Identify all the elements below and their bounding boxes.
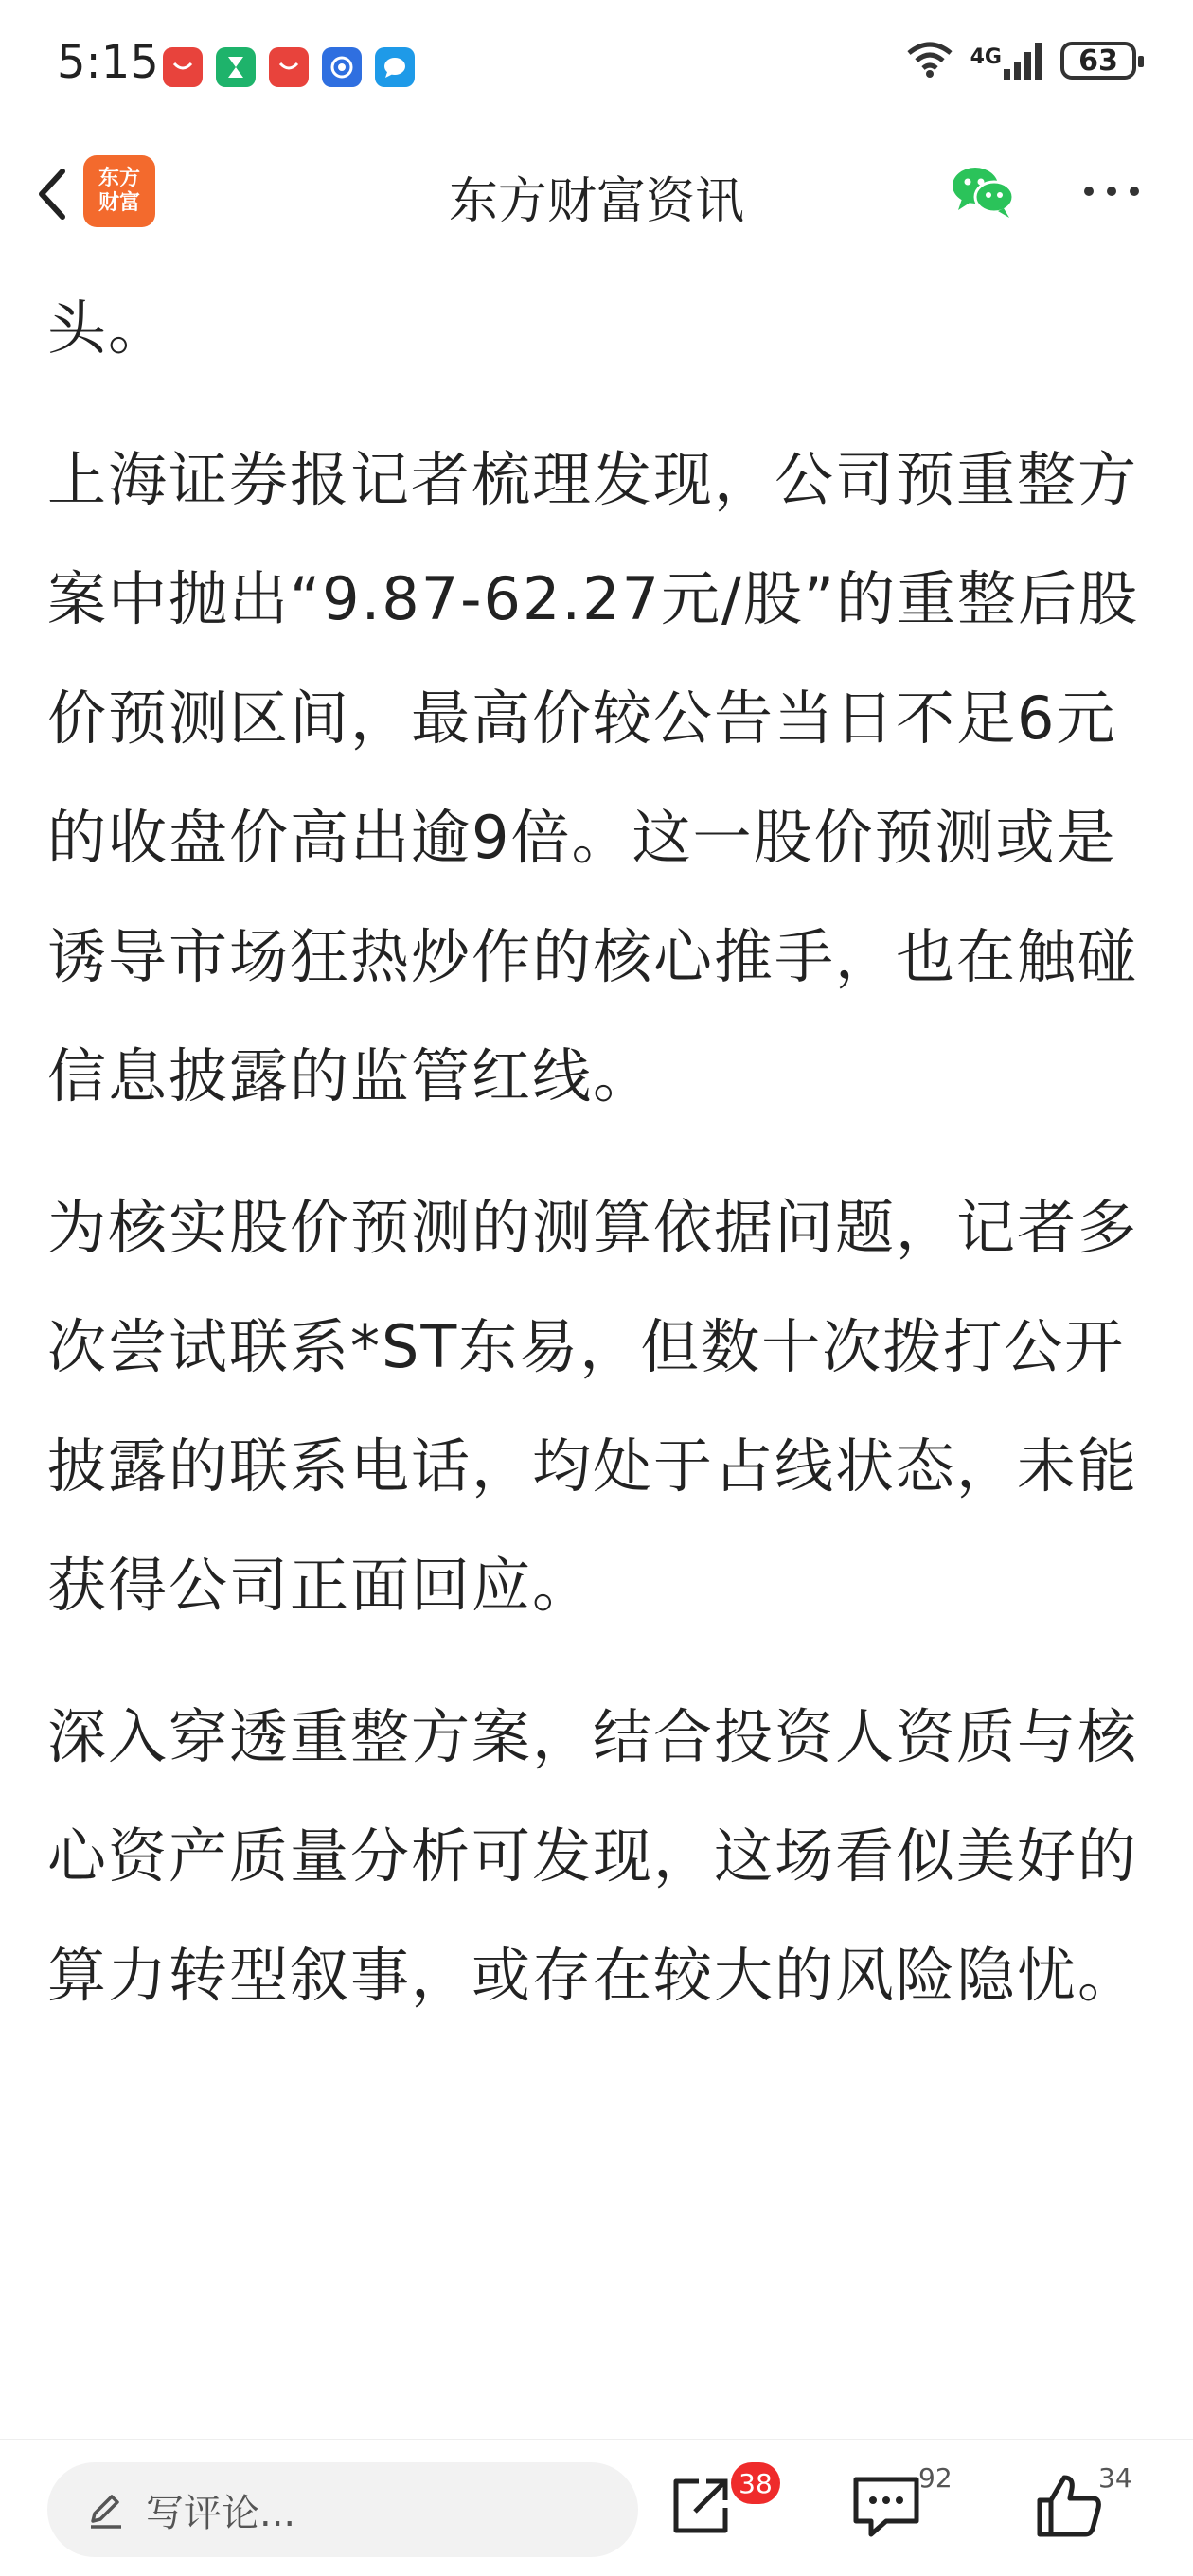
- comment-icon[interactable]: [848, 2468, 924, 2544]
- notification-icons: [163, 47, 415, 87]
- pencil-icon: [85, 2489, 127, 2531]
- app-header: [0, 133, 1193, 259]
- article-body: [47, 259, 1146, 2437]
- bottom-action-bar: [0, 2439, 1193, 2576]
- messaging-app-icon: [375, 47, 415, 87]
- comment-count: 92: [918, 2462, 953, 2494]
- logo-text-bottom: 财富: [98, 191, 140, 215]
- security-app-icon: [322, 47, 362, 87]
- article-paragraph: 上海证券报记者梳理发现，公司预重整方案中抛出“9.87-62.27元/股”的重整后股价预测区间，最高价较公告当日不足6元的收盘价高出逾9倍。这一股价预测或是诱导市场狂热炒作的核心推手，也在触碰信息披露的监管红线。: [47, 445, 1140, 1110]
- like-icon[interactable]: [1032, 2468, 1108, 2544]
- comment-input[interactable]: [47, 2462, 638, 2557]
- more-options-icon[interactable]: [1081, 182, 1142, 201]
- huawei-store-icon: [269, 47, 309, 87]
- article-paragraph: 为核实股价预测的测算依据问题，记者多次尝试联系*ST东易，但数十次拨打公开披露的联系电话，均处于占线状态，未能获得公司正面回应。: [47, 1193, 1139, 1620]
- like-count: 34: [1098, 2462, 1132, 2494]
- logo-text-top: 东方: [98, 167, 140, 190]
- wechat-share-icon[interactable]: [949, 161, 1019, 222]
- status-time: 5:15: [57, 36, 159, 89]
- page-title: 东方财富资讯: [448, 173, 744, 230]
- article-paragraph: 头。: [47, 293, 169, 363]
- comment-placeholder: 写评论...: [146, 2491, 296, 2535]
- status-bar: [0, 0, 1193, 133]
- wifi-icon: [906, 40, 953, 81]
- hourglass-app-icon: [216, 47, 256, 87]
- share-icon[interactable]: [663, 2468, 739, 2544]
- share-count-badge: 38: [731, 2462, 780, 2504]
- signal-icon: [970, 41, 1043, 80]
- article-paragraph: 深入穿透重整方案，结合投资人资质与核心资产质量分析可发现，这场看似美好的算力转型叙事，或存在较大的风险隐忧。: [47, 1702, 1139, 2010]
- battery-indicator: 63: [1060, 42, 1136, 80]
- article-section-heading: [47, 2427, 634, 2437]
- status-indicators: [906, 40, 1136, 81]
- huawei-appgallery-icon: [163, 47, 203, 87]
- network-type: 4G: [970, 45, 1002, 69]
